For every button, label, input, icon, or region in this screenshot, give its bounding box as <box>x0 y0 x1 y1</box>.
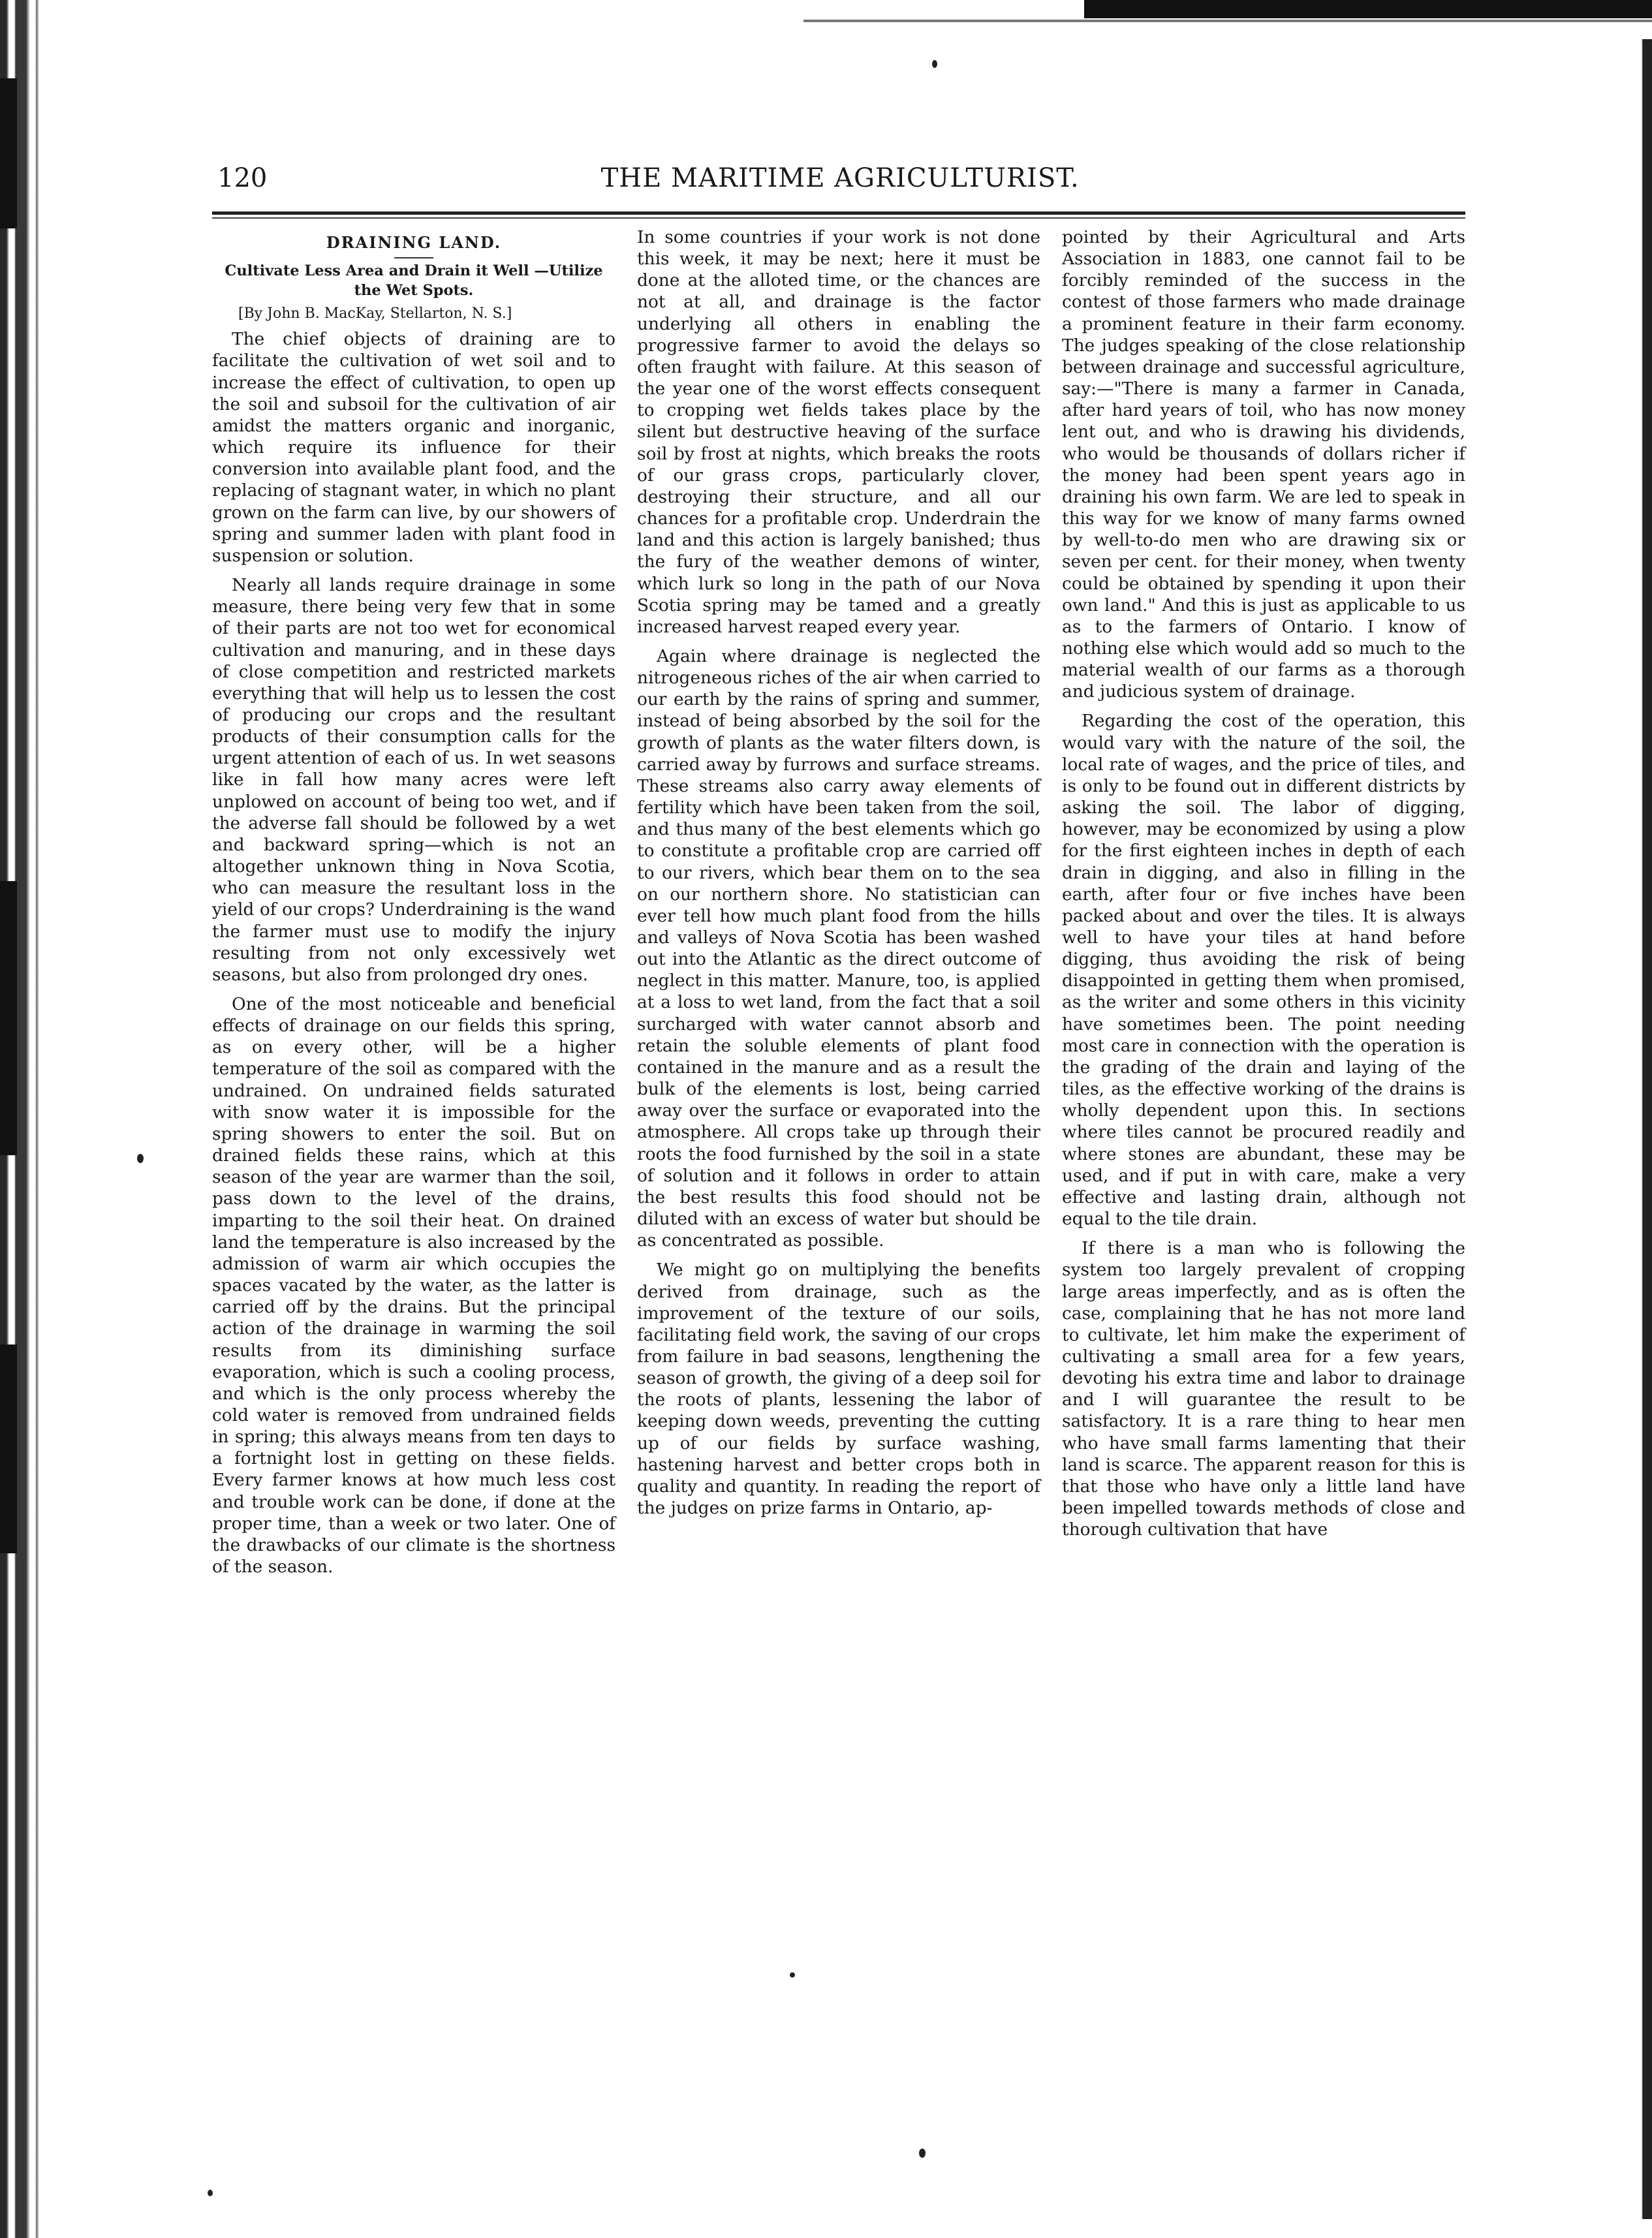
page-header <box>212 163 1465 209</box>
paragraph: Again where drainage is neglected the nitrogeneous riches of the air when carried to our earth by the rains of spring and summer, instead of being absorbed by the soil for the growth of plants as the water filters down, is carried away by furrows and surface streams. These streams also carry away elements of fertility which have been taken from the soil, and thus many of the best elements which go to constitute a profitable crop are carried off to our rivers, which bear them on to the sea on our northern shore. No statistician can ever tell how much plant food from the hills and valleys of Nova Scotia has been washed out into the Atlantic as the direct outcome of neglect in this matter. Manure, too, is applied at a loss to wet land, from the fact that a soil surcharged with water cannot absorb and retain the soluble elements of plant food contained in the manure and as a result the bulk of the elements is lost, being carried away over the surface or evaporated into the atmosphere. All crops take up through their roots the food furnished by the soil in a state of solution and it follows in order to attain the best results this food should not be diluted with an excess of water but should be as concentrated as possible. <box>637 645 1040 1251</box>
article-title: DRAINING LAND. <box>326 233 502 252</box>
scan-border-right <box>1636 39 1652 2219</box>
column-1 <box>212 226 616 1585</box>
paragraph: We might go on multiplying the benefits derived from drainage, such as the improvement of the texture of our soils, facilitating field work, the saving of our crops from failure in bad seasons, lengthening the season of growth, the giving of a deep soil for the roots of plants, lessening the labor of keeping down weeds, preventing the cutting up of our fields by surface washing, hastening harvest and better crops both in quality and quantity. In reading the report of the judges on prize farms in Ontario, ap- <box>637 1260 1040 1519</box>
paragraph: In some countries if your work is not done this week, it may be next; here it must be done at the alloted time, or the chances are not at all, and drainage is the factor underlying all others in enabling the progressive farmer to avoid the delays so often fraught with failure. At this season of the year one of the worst effects consequent to cropping wet fields takes place by the silent but destructive heaving of the surface soil by frost at nights, which breaks the roots of our grass crops, particularly clover, destroying their structure, and all our chances for a profitable crop. Underdrain the land and this action is largely banished; thus the fury of the weather demons of winter, which lurk so long in the path of our Nova Scotia spring may be tamed and a greatly increased harvest reaped every year. <box>637 227 1040 637</box>
scan-speck <box>932 60 937 68</box>
scan-speck <box>208 2190 213 2196</box>
title-divider <box>394 257 433 258</box>
scan-mark <box>0 78 17 228</box>
header-rule <box>212 211 1465 215</box>
scan-mark <box>0 881 17 1155</box>
scan-speck <box>919 2149 926 2158</box>
scan-speck <box>790 1972 795 1978</box>
article-byline: [By John B. MacKay, Stellarton, N. S.] <box>238 305 512 322</box>
scan-border-top <box>1084 0 1652 18</box>
paragraph: pointed by their Agricultural and Arts Association in 1883, one cannot fail to be forcibly reminded of the success in the contest of those farmers who made drainage a prominent feature in their farm economy. The judges speaking of the close relationship between drainage and successful agriculture, say:—"There is many a farmer in Canada, after hard years of toil, who has now money lent out, and who is drawing his dividends, who would be thousands of dollars richer if the money had been spent years ago in draining his own farm. We are led to speak in this way for we know of many farms owned by well-to-do men who are drawing six or seven per cent. for their money, when twenty could be obtained by spending it upon their own land." And this is just as applicable to us as to the farmers of Ontario. I know of nothing else which would add so much to the material wealth of our farms as a thorough and judicious system of drainage. <box>1062 227 1465 702</box>
scan-line-top <box>803 20 1652 22</box>
page-number: 120 <box>217 163 268 193</box>
paragraph: One of the most noticeable and beneficial effects of drainage on our fields this spring, as on every other, will be a higher temperature of the soil as compared with the undrained. On undrained fields saturated with snow water it is impossible for the spring showers to enter the soil. But on drained fields these rains, which at this season of the year are warmer than the soil, pass down to the level of the drains, imparting to the soil their heat. On drained land the temperature is also increased by the admission of warm air which occupies the spaces vacated by the water, as the latter is carried off by the drains. But the principal action of the drainage in warming the soil results from its diminishing surface evaporation, which is such a cooling process, and which is the only process whereby the cold water is removed from undrained fields in spring; this always means from ten days to a fortnight lost in getting on these fields. Every farmer knows at how much less cost and trouble work can be done, if done at the proper time, than a week or two later. One of the drawbacks of our climate is the shortness of the season. <box>212 994 616 1577</box>
paragraph: Regarding the cost of the operation, this would vary with the nature of the soil, the local rate of wages, and the price of tiles, and is only to be found out in different districts by asking the soil. The labor of digging, however, may be economized by using a plow for the first eighteen inches in depth of each drain in digging, and also in filling in the earth, after four or five inches have been packed about and over the tiles. It is always well to have your tiles at hand before digging, thus avoiding the risk of being disappointed in getting them when promised, as the writer and some others in this vicinity have sometimes been. The point needing most care in connection with the operation is the grading of the drain and laying of the tiles, as the effective working of the drains is wholly dependent upon this. In sections where tiles cannot be procured readily and where stones are abundant, these may be used, and if put in with care, make a very effective and lasting drain, although not equal to the tile drain. <box>1062 711 1465 1230</box>
header-rule-thin <box>212 217 1465 219</box>
article-subtitle: Cultivate Less Area and Drain it Well —Utilize the Wet Spots. <box>225 262 603 300</box>
scan-mark <box>0 1344 17 1553</box>
column-3 <box>1062 226 1465 1585</box>
article-columns <box>212 226 1465 1585</box>
newspaper-page <box>212 163 1465 1585</box>
paragraph: If there is a man who is following the system too largely prevalent of cropping large areas imperfectly, and as is often the case, complaining that he has not more land to cultivate, let him make the experiment of cultivating a small area for a few years, devoting his extra time and labor to drainage and I will guarantee the result to be satisfactory. It is a rare thing to hear men who have small farms lamenting that their land is scarce. The apparent reason for this is that those who have only a little land have been impelled towards methods of close and thorough cultivation that have <box>1062 1238 1465 1540</box>
scan-speck <box>137 1154 144 1163</box>
column-2 <box>637 226 1040 1585</box>
paragraph: The chief objects of draining are to facilitate the cultivation of wet soil and to increase the effect of cultivation, to open up the soil and subsoil for the cultivation of air amidst the matters organic and inorganic, which require its influence for their conversion into available plant food, and the replacing of stagnant water, in which no plant grown on the farm can live, by our showers of spring and summer laden with plant food in suspension or solution. <box>212 329 616 566</box>
journal-title: THE MARITIME AGRICULTURIST. <box>600 163 1080 193</box>
paragraph: Nearly all lands require drainage in some measure, there being very few that in some of their parts are not too wet for economical cultivation and manuring, and in these days of close competition and restricted markets everything that will help us to lessen the cost of producing our crops and the resultant products of their consumption calls for the urgent attention of each of us. In wet seasons like in fall how many acres were left unplowed on account of being too wet, and if the adverse fall should be followed by a wet and backward spring—which is not an altogether unknown thing in Nova Scotia, who can measure the resultant loss in the yield of our crops? Underdraining is the wand the farmer must use to modify the injury resulting from not only excessively wet seasons, but also from prolonged dry ones. <box>212 575 616 985</box>
